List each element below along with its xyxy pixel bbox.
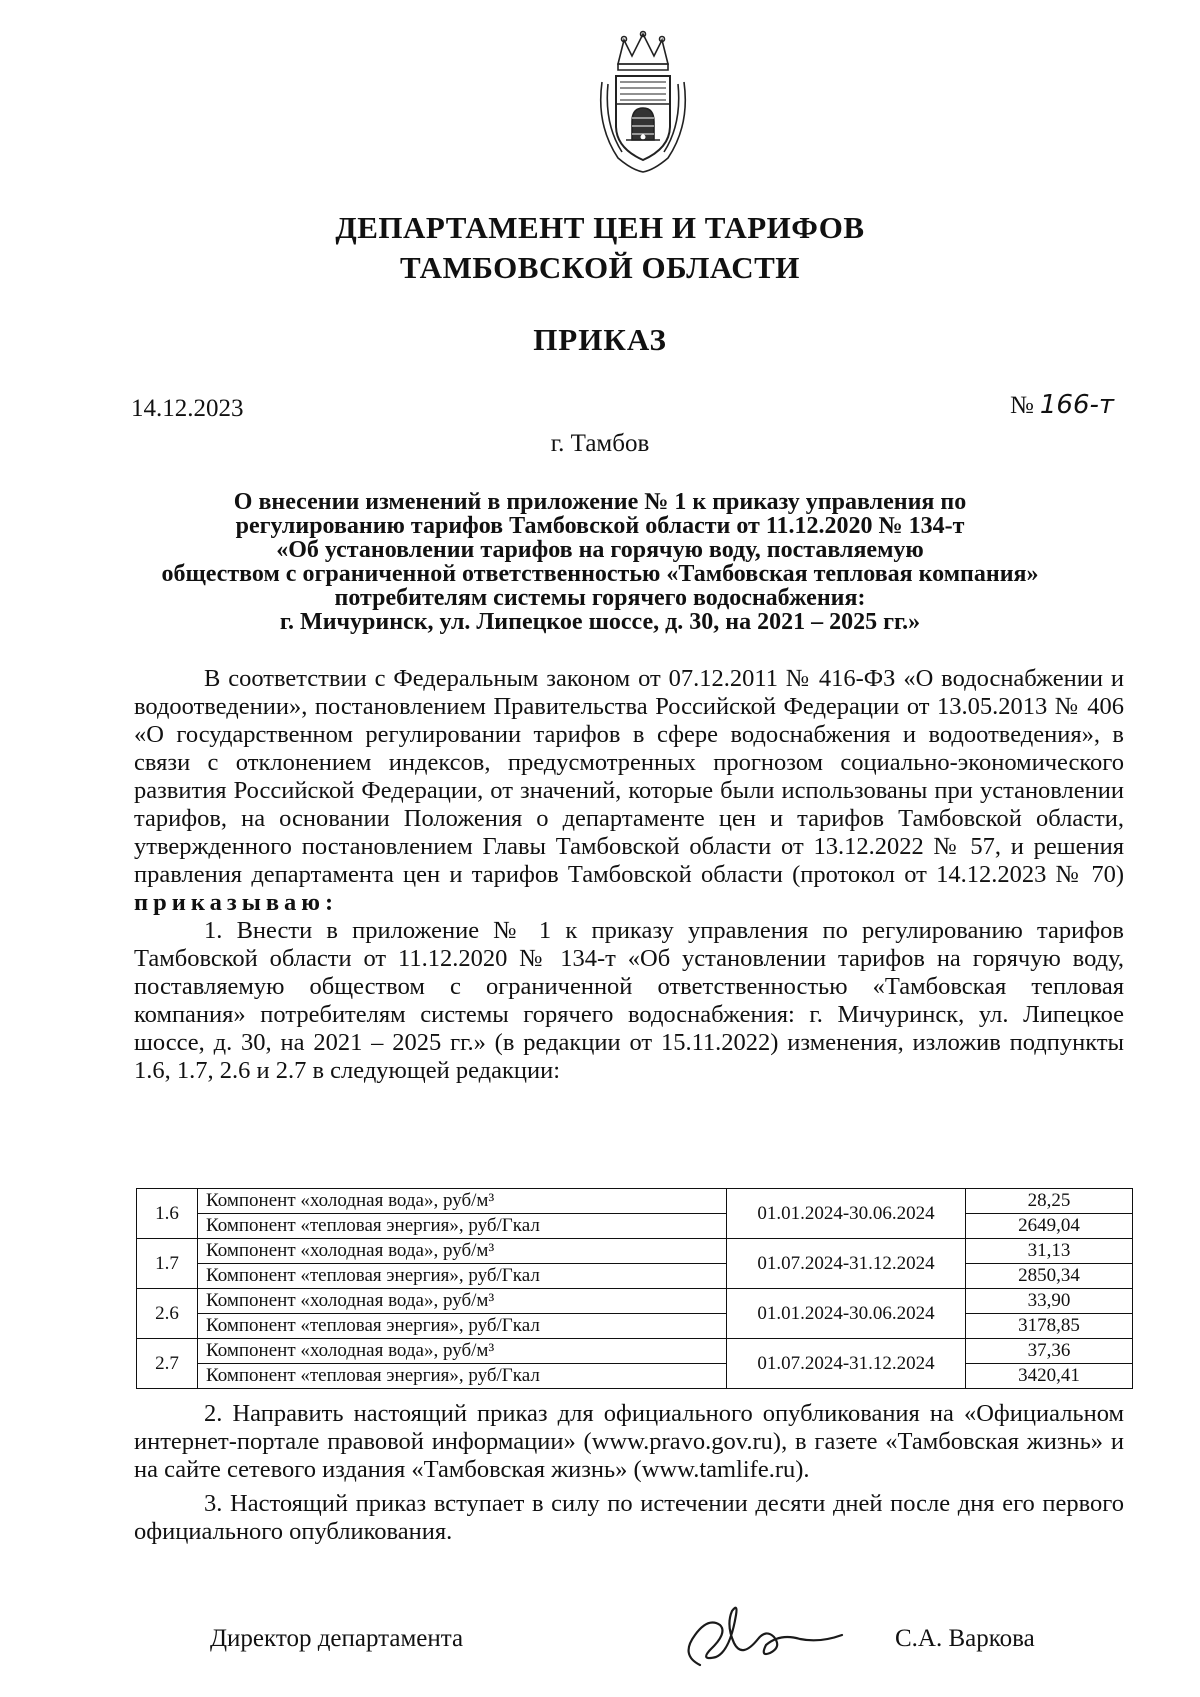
tariff-component: Компонент «тепловая энергия», руб/Гкал [198,1314,727,1339]
order-subject [0,490,1200,634]
tariff-code: 2.7 [137,1339,198,1389]
tariff-component: Компонент «холодная вода», руб/м³ [198,1239,727,1264]
tariff-component: Компонент «холодная вода», руб/м³ [198,1339,727,1364]
table-row [137,1189,1133,1214]
order-item-1: 1. Внести в приложение № 1 к приказу управления по регулированию тарифов Тамбовской области от 11.12.2020 № 134-т «Об установлении тарифов на горячую воду, поставляемую обществом с ограниченной ответственностью «Тамбовская тепловая компания» потребителям системы горячего водоснабжения: г. Мичуринск, ул. Липецкое шоссе, д. 30, на 2021 – 2025 гг.» (в редакции от 15.11.2022) изменения, изложив подпункты 1.6, 1.7, 2.6 и 2.7 в следующей редакции: [134,917,1124,1084]
subject-line: регулированию тарифов Тамбовской области от 11.12.2020 № 134-т [235,513,965,539]
tariff-value: 37,36 [966,1339,1133,1364]
signatory-name: С.А. Варкова [895,1625,1035,1652]
document-number [1010,390,1114,420]
subject-line: О внесении изменений в приложение № 1 к приказу управления по [233,489,967,515]
tariff-value: 28,25 [966,1189,1133,1214]
subject-line: обществом с ограниченной ответственностью «Тамбовская тепловая компания» [161,561,1039,587]
orders-word: приказываю: [134,889,339,916]
tariff-value: 33,90 [966,1289,1133,1314]
tariff-value: 3178,85 [966,1314,1133,1339]
table-row [137,1364,1133,1389]
table-row [137,1214,1133,1239]
order-item-3: 3. Настоящий приказ вступает в силу по истечении десяти дней после дня его первого официального опубликования. [134,1490,1124,1545]
signatory-position: Директор департамента [210,1625,464,1652]
preamble [134,665,1124,1085]
order-item-2: 2. Направить настоящий приказ для официального опубликования на «Официальном интернет-портале правовой информации» (www.pravo.gov.ru), в газете «Тамбовская жизнь» и на сайте сетевого издания «Тамбовская жизнь» (www.tamlife.ru). [134,1400,1124,1483]
handwritten-signature [670,1595,850,1675]
tariff-table [136,1188,1133,1389]
tariff-component: Компонент «тепловая энергия», руб/Гкал [198,1364,727,1389]
number-prefix: № [1010,392,1034,419]
subject-line: «Об установлении тарифов на горячую воду, поставляемую [276,537,924,563]
tariff-period: 01.01.2024-30.06.2024 [727,1289,966,1339]
closing-items [134,1400,1124,1546]
department-line-2: ТАМБОВСКОЙ ОБЛАСТИ [400,250,800,285]
tariff-component: Компонент «холодная вода», руб/м³ [198,1189,727,1214]
tariff-period: 01.07.2024-31.12.2024 [727,1339,966,1389]
tariff-component: Компонент «тепловая энергия», руб/Гкал [198,1264,727,1289]
table-row [137,1289,1133,1314]
subject-line: г. Мичуринск, ул. Липецкое шоссе, д. 30, на 2021 – 2025 гг.» [279,609,921,635]
table-row [137,1314,1133,1339]
tariff-period: 01.07.2024-31.12.2024 [727,1239,966,1289]
document-city: г. Тамбов [550,430,650,457]
tariff-value: 3420,41 [966,1364,1133,1389]
coat-of-arms-icon [588,30,698,175]
tariff-value: 31,13 [966,1239,1133,1264]
tariff-code: 1.7 [137,1239,198,1289]
table-row [137,1239,1133,1264]
tariff-component: Компонент «холодная вода», руб/м³ [198,1289,727,1314]
table-row [137,1264,1133,1289]
document-date: 14.12.2023 [131,395,244,422]
preamble-text: В соответствии с Федеральным законом от 07.12.2011 № 416-ФЗ «О водоснабжении и водоотведении», постановлением Правительства Российской Федерации от 13.05.2013 № 406 «О государственном регулировании тарифов в сфере водоснабжения и водоотведения», в связи с отклонением индексов, предусмотренных прогнозом социально-экономического развития Российской Федерации, от значений, которые были использованы при установлении тарифов, на основании Положения о департаменте цен и тарифов Тамбовской области, утвержденного постановлением Главы Тамбовской области от 13.12.2022 № 57, и решения правления департамента цен и тарифов Тамбовской области (протокол от 14.12.2023 № 70) [134,665,1124,888]
table-row [137,1339,1133,1364]
tariff-code: 1.6 [137,1189,198,1239]
department-name [0,208,1200,288]
tariff-value: 2850,34 [966,1264,1133,1289]
tariff-component: Компонент «тепловая энергия», руб/Гкал [198,1214,727,1239]
subject-line: потребителям системы горячего водоснабжения: [334,585,866,611]
tariff-value: 2649,04 [966,1214,1133,1239]
department-line-1: ДЕПАРТАМЕНТ ЦЕН И ТАРИФОВ [335,210,865,245]
document-type: ПРИКАЗ [533,322,667,357]
tariff-period: 01.01.2024-30.06.2024 [727,1189,966,1239]
tariff-code: 2.6 [137,1289,198,1339]
number-handwritten: 166-т [1039,390,1115,420]
